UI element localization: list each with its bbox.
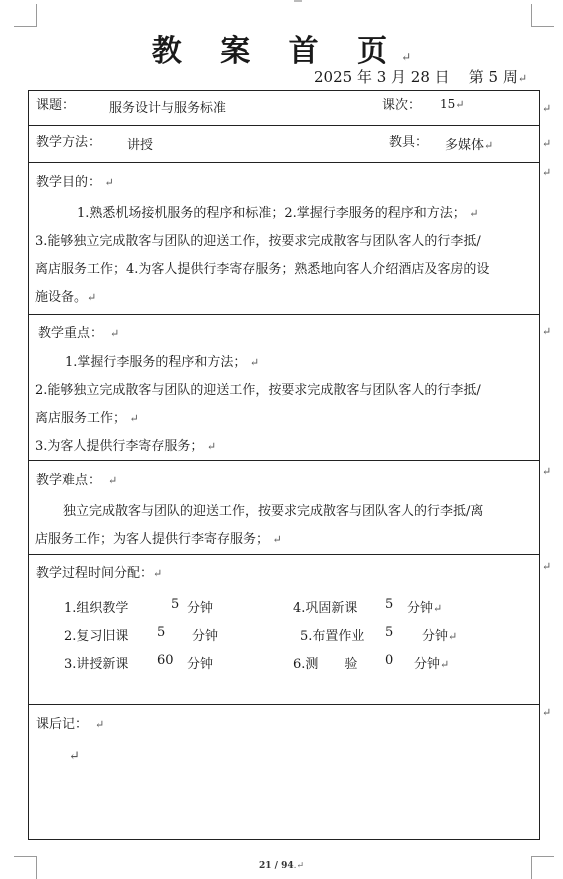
time-item-unit-text: 分钟: [414, 657, 441, 672]
topic-row: [29, 91, 539, 125]
paragraph-mark-icon: ↵: [517, 72, 528, 85]
objectives-line: 3.能够独立完成散客与团队的迎送工作，按要求完成散客与团队客人的行李抵/: [35, 234, 481, 249]
time-item-name: 3.讲授新课: [64, 657, 129, 672]
time-item-unit-text: 分钟: [422, 629, 449, 644]
time-allocation-heading-text: 教学过程时间分配：: [36, 566, 154, 581]
time-item-name: 2.复习旧课: [64, 629, 129, 644]
time-item-unit: [414, 653, 449, 672]
paragraph-mark-icon: ↵: [103, 327, 120, 340]
time-item-unit: 分钟: [187, 657, 214, 672]
difficulty-line: [35, 526, 535, 554]
date-text: 2025 年 3 月 28 日: [314, 68, 450, 86]
lesson-number-label: 课次：: [382, 98, 422, 113]
paragraph-mark-icon: ↵: [433, 602, 443, 615]
paragraph-mark-icon: ↵: [246, 356, 260, 369]
objectives-line: [35, 200, 535, 228]
time-item-name: 6.测 验: [293, 657, 358, 672]
paragraph-mark-icon: ↵: [153, 567, 163, 580]
row-end-mark-icon: ↵: [542, 325, 552, 338]
key-point-line: [35, 349, 535, 377]
page-title: [0, 26, 563, 70]
paragraph-mark-icon: ↵: [269, 533, 282, 546]
objectives-heading: [36, 171, 114, 190]
key-point-text: 1.掌握行李服务的程序和方法；: [65, 355, 247, 370]
time-item-name: 4.巩固新课: [293, 601, 358, 616]
lesson-number-text: 15: [440, 97, 456, 111]
objectives-line-text: 施设备。: [35, 290, 88, 305]
paragraph-mark-icon: ↵: [203, 440, 217, 453]
difficulty-line: 独立完成散客与团队的迎送工作，按要求完成散客与团队客人的行李抵/离: [63, 504, 484, 519]
topic-value: 服务设计与服务标准: [109, 101, 227, 116]
paragraph-mark-icon: ↵: [484, 139, 494, 152]
time-item-unit-text: 分钟: [407, 601, 434, 616]
key-point-line: 2.能够独立完成散客与团队的迎送工作，按要求完成散客与团队客人的行李抵/: [35, 383, 481, 398]
paragraph-mark-icon: ↵: [88, 718, 105, 731]
method-value: 讲授: [127, 138, 154, 153]
time-item-unit: [407, 597, 442, 616]
method-label: 教学方法：: [36, 135, 102, 150]
paragraph-mark-icon: ↵: [101, 474, 118, 487]
time-item-minutes: 60: [157, 653, 174, 668]
objectives-line: 离店服务工作；4.为客人提供行李寄存服务；熟悉地向客人介绍酒店及客房的设: [35, 262, 490, 277]
notes-heading-text: 课后记：: [36, 717, 89, 732]
lesson-plan-table: [28, 90, 540, 840]
difficulties-heading-text: 教学难点：: [36, 473, 102, 488]
difficulties-section: [29, 460, 539, 554]
paragraph-mark-icon: ↵: [448, 630, 458, 643]
objectives-line-text: 1.熟悉机场接机服务的程序和标准；2.掌握行李服务的程序和方法；: [77, 206, 466, 221]
paragraph-mark-icon: ↵: [126, 412, 139, 425]
page-title-text: 教 案 首 页: [151, 34, 402, 69]
method-row: [29, 125, 539, 162]
time-item-unit: 分钟: [192, 629, 219, 644]
objectives-body: [35, 200, 535, 312]
tools-text: 多媒体: [445, 138, 485, 153]
week-text: 第 5 周: [468, 68, 518, 86]
row-end-mark-icon: ↵: [542, 560, 552, 573]
key-points-heading-text: 教学重点：: [38, 326, 104, 341]
time-item-minutes: 5: [171, 597, 180, 612]
key-points-section: [29, 314, 539, 460]
date-line: [314, 66, 527, 87]
time-allocation-heading: [36, 562, 162, 581]
lesson-number-value: [440, 97, 465, 111]
objectives-section: [29, 162, 539, 314]
difficulty-text: 店服务工作；为客人提供行李寄存服务；: [35, 532, 270, 547]
key-point-line: [35, 405, 535, 433]
paragraph-mark-icon: .↵: [293, 861, 304, 871]
time-item-minutes: 0: [385, 653, 394, 668]
row-end-mark-icon: ↵: [542, 102, 552, 115]
row-end-mark-icon: ↵: [542, 706, 552, 719]
notes-heading: [36, 713, 104, 732]
paragraph-mark-icon: ↵: [101, 176, 114, 189]
objectives-line: [35, 284, 535, 312]
paragraph-mark-icon: ↵: [440, 658, 450, 671]
notes-section: [29, 704, 539, 839]
topic-label: 课题：: [36, 98, 76, 113]
crop-mark-top-left: [14, 4, 37, 27]
paragraph-mark-icon: ↵: [401, 50, 412, 64]
time-item-unit: [422, 625, 457, 644]
time-item-minutes: 5: [385, 625, 394, 640]
key-points-heading: [38, 322, 119, 341]
paragraph-mark-icon: ↵: [455, 98, 465, 111]
time-item-name: 1.组织教学: [64, 601, 129, 616]
time-item-minutes: 5: [157, 625, 166, 640]
difficulties-body: [35, 498, 535, 554]
time-allocation-section: [29, 554, 539, 704]
key-point-text: 离店服务工作；: [35, 411, 127, 426]
paragraph-mark-icon: ↵: [87, 291, 97, 304]
objectives-heading-text: 教学目的：: [36, 175, 102, 190]
page-number: [0, 861, 563, 871]
page-top-marker: [294, 0, 302, 2]
row-end-mark-icon: ↵: [542, 465, 552, 478]
paragraph-mark-icon: ↵: [465, 207, 479, 220]
difficulties-heading: [36, 469, 117, 488]
key-point-text: 3.为客人提供行李寄存服务；: [35, 439, 204, 454]
key-points-body: [35, 349, 535, 461]
row-end-mark-icon: ↵: [542, 166, 552, 179]
page-number-text: 21 / 94: [258, 861, 294, 871]
row-end-mark-icon: ↵: [542, 137, 552, 150]
key-point-line: [35, 433, 535, 461]
time-item-unit: 分钟: [187, 601, 214, 616]
empty-paragraph-mark-icon: ↵: [69, 749, 80, 764]
time-item-name: 5.布置作业: [300, 629, 365, 644]
time-item-minutes: 5: [385, 597, 394, 612]
crop-mark-top-right: [531, 4, 554, 27]
tools-label: 教具：: [389, 135, 429, 150]
tools-value: [445, 134, 493, 153]
